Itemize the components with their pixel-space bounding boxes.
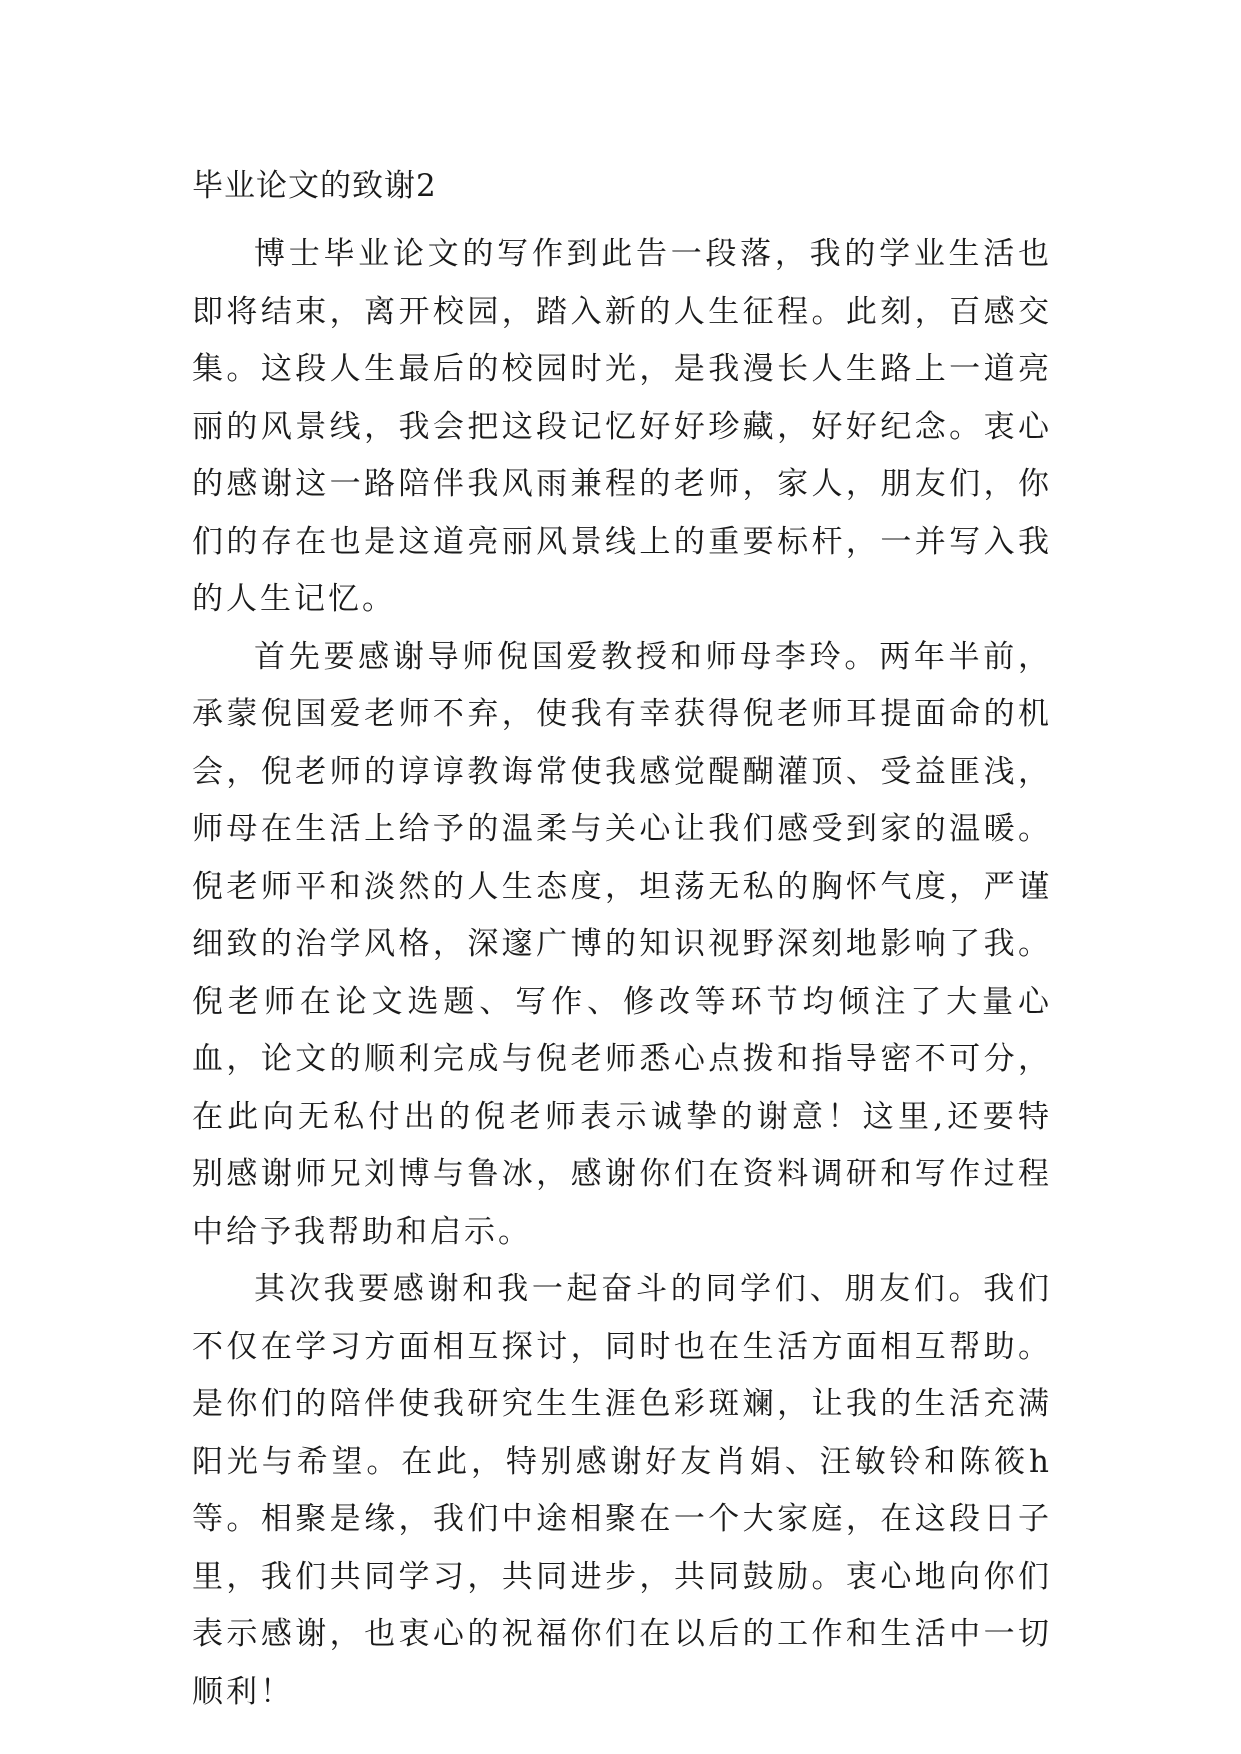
document-body (192, 158, 1052, 1721)
paragraph-advisor-thanks: 首先要感谢导师倪国爱教授和师母李玲。两年半前，承蒙倪国爱老师不弃，使我有幸获得倪老师耳提面命的机会，倪老师的谆谆教诲常使我感觉醍醐灌顶、受益匪浅，师母在生活上给予的温柔与关心让我们感受到家的温暖。倪老师平和淡然的人生态度，坦荡无私的胸怀气度，严谨细致的治学风格，深邃广博的知识视野深刻地影响了我。倪老师在论文选题、写作、修改等环节均倾注了大量心血，论文的顺利完成与倪老师悉心点拨和指导密不可分，在此向无私付出的倪老师表示诚挚的谢意！这里,还要特别感谢师兄刘博与鲁冰，感谢你们在资料调研和写作过程中给予我帮助和启示。 (192, 638, 1052, 1250)
paragraph-friends-thanks: 其次我要感谢和我一起奋斗的同学们、朋友们。我们不仅在学习方面相互探讨，同时也在生活方面相互帮助。是你们的陪伴使我研究生生涯色彩斑斓，让我的生活充满阳光与希望。在此，特别感谢好友肖娟、汪敏铃和陈筱h等。相聚是缘，我们中途相聚在一个大家庭，在这段日子里，我们共同学习，共同进步，共同鼓励。衷心地向你们表示感谢，也衷心的祝福你们在以后的工作和生活中一切顺利！ (192, 1271, 1052, 1710)
paragraph-intro: 博士毕业论文的写作到此告一段落，我的学业生活也即将结束，离开校园，踏入新的人生征程。此刻，百感交集。这段人生最后的校园时光，是我漫长人生路上一道亮丽的风景线，我会把这段记忆好好珍藏，好好纪念。衷心的感谢这一路陪伴我风雨兼程的老师，家人，朋友们，你们的存在也是这道亮丽风景线上的重要标杆，一并写入我的人生记忆。 (192, 236, 1052, 617)
document-title: 毕业论文的致谢2 (192, 168, 437, 204)
